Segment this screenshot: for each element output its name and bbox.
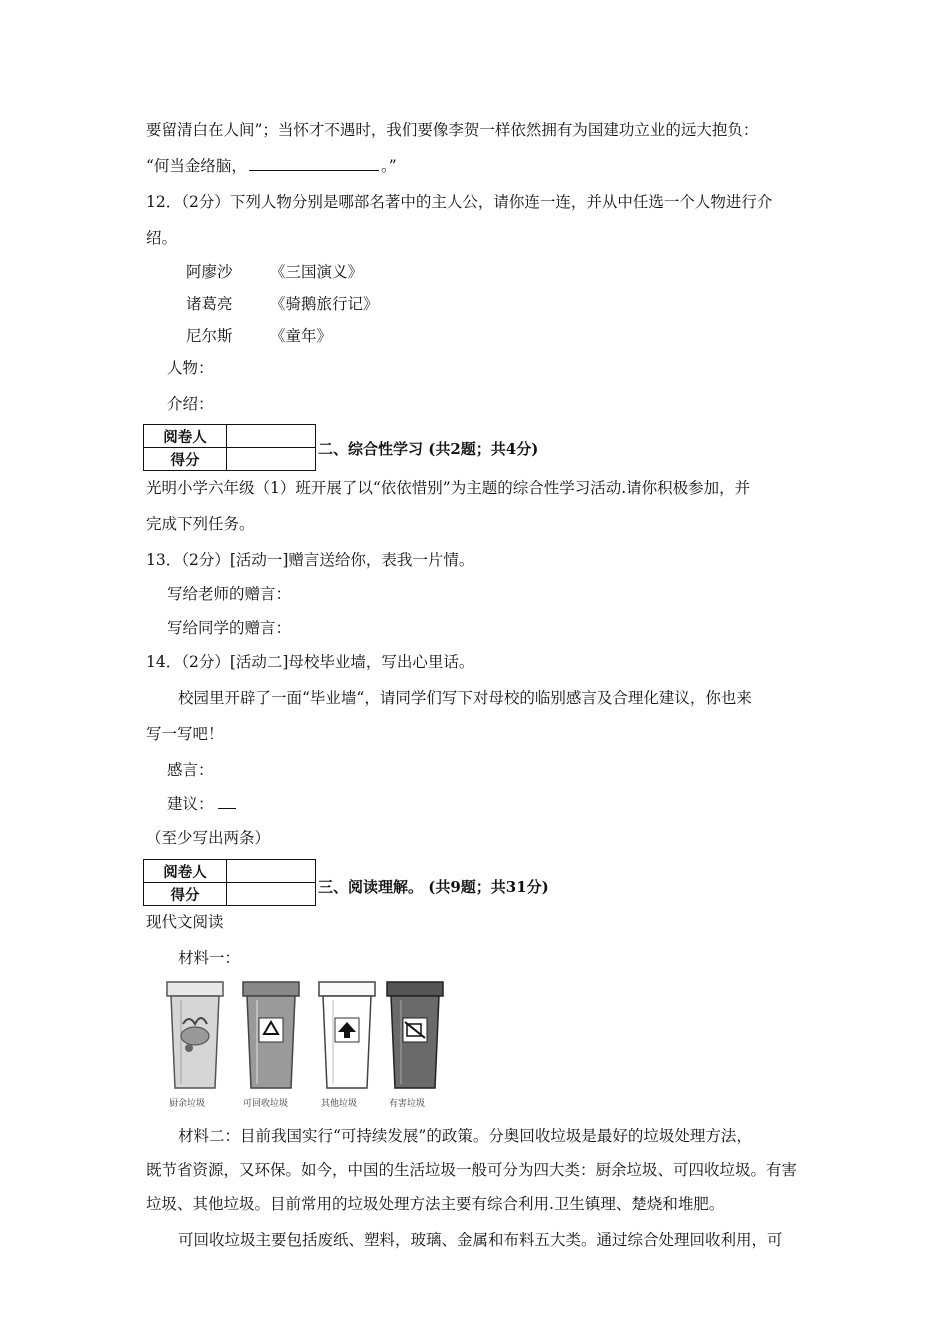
hazardous-bin-icon [385,978,447,1097]
bin-caption: 其他垃圾 [321,1099,358,1109]
book-item[interactable]: 《骑鹅旅行记》 [270,295,379,313]
character-item[interactable]: 诸葛亮 [186,295,233,313]
material2-line1: 材料二：目前我国实行“可持续发展”的政策。分奥回收垃圾是最好的垃圾处理方法， [178,1127,752,1145]
section3-title: 三、阅读理解。 (共9题；共31分) [318,878,549,896]
q12-text-line1: 12．（2分）下列人物分别是哪部名著中的主人公，请你连一连，并从中任选一个人物进行介 [146,193,773,211]
q13-text: 13．（2分）[活动一]赠言送给你，表我一片情。 [146,551,475,569]
score-box-section3 [143,859,316,906]
q14-paragraph-line1: 校园里开辟了一面“毕业墙“，请同学们写下对母校的临别感言及合理化建议，你也来 [178,689,752,707]
q11-line2-start: “何当金络脑， [146,157,247,175]
q11-line2-end: 。” [380,157,397,175]
feeling-label: 感言： [167,761,214,779]
bin-caption: 可回收垃圾 [243,1099,289,1109]
bin-caption: 有害垃圾 [389,1099,426,1109]
q11-line1: 要留清白在人间”；当怀才不遇时，我们要像李贺一样依然拥有为国建功立业的远大抱负： [146,121,759,139]
section3-subtitle: 现代文阅读 [146,913,224,931]
reviewer-label: 阅卷人 [144,860,227,883]
score-label: 得分 [144,883,227,906]
score-cell[interactable] [227,448,316,471]
material2-line2: 既节省资源，又环保。如今，中国的生活垃圾一般可分为四大类：厨余垃圾、可四收垃圾。有害 [146,1161,798,1179]
q14-text: 14．（2分）[活动二]母校毕业墙，写出心里话。 [146,653,475,671]
other-waste-bin-icon [317,978,379,1097]
answer-blank[interactable] [249,156,379,171]
q13-teacher-label: 写给老师的赠言： [167,585,292,603]
recyclable-bin-icon [241,978,303,1097]
score-label: 得分 [144,448,227,471]
q11-line2 [146,156,397,176]
kitchen-waste-bin-icon [165,978,227,1097]
reviewer-cell[interactable] [227,425,316,448]
q13-classmate-label: 写给同学的赠言： [167,619,292,637]
reviewer-cell[interactable] [227,860,316,883]
material2-line3: 垃圾、其他垃圾。目前常用的垃圾处理方法主要有综合利用.卫生镇理、楚烧和堆肥。 [146,1195,725,1213]
score-cell[interactable] [227,883,316,906]
book-item[interactable]: 《童年》 [270,327,333,345]
garbage-bins-illustration [163,978,443,1108]
book-item[interactable]: 《三国演义》 [270,263,364,281]
suggest-note: （至少写出两条） [146,829,271,847]
suggest-label: 建议： [167,795,214,813]
section2-intro-line2: 完成下列任务。 [146,515,255,533]
suggest-line [167,794,236,814]
q12-text-line2: 绍。 [146,229,178,247]
character-item[interactable]: 阿廖沙 [186,263,233,281]
suggest-blank[interactable] [218,794,236,809]
material2-line4: 可回收垃圾主要包括废纸、塑料，玻璃、金属和布料五大类。通过综合处理回收利用，可 [178,1231,783,1249]
reviewer-label: 阅卷人 [144,425,227,448]
bin-caption: 厨余垃圾 [169,1099,206,1109]
score-box-section2 [143,424,316,471]
person-label: 人物： [167,359,214,377]
q14-paragraph-line2: 写一写吧！ [146,725,224,743]
intro-label: 介绍： [167,395,214,413]
character-item[interactable]: 尼尔斯 [186,327,233,345]
material1-label: 材料一： [178,949,241,967]
section2-title: 二、综合性学习 (共2题；共4分) [318,440,539,458]
section2-intro-line1: 光明小学六年级（1）班开展了以“依依惜别”为主题的综合性学习活动.请你积极参加，并 [146,479,751,497]
